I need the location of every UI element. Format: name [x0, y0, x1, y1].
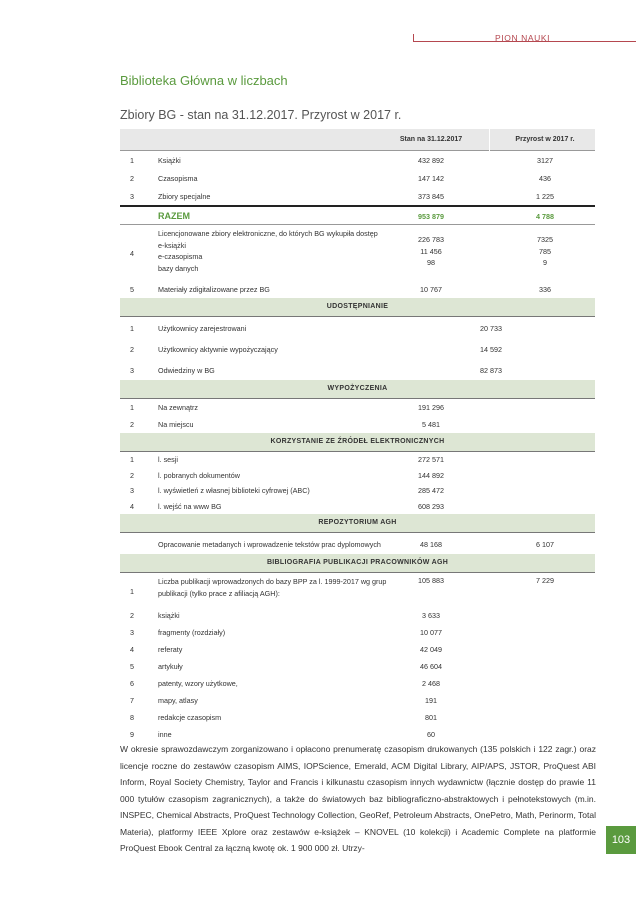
value: 785 — [539, 246, 551, 256]
row-value: 14 592 — [480, 345, 502, 354]
licensed-row — [120, 225, 595, 280]
row-number: 2 — [130, 470, 134, 480]
table-row — [120, 483, 595, 499]
row-przyrost: 6 107 — [536, 540, 554, 549]
table-caption: Zbiory BG - stan na 31.12.2017. Przyrost w 2017 r. — [120, 108, 402, 122]
row-stan: 105 883 — [418, 576, 444, 585]
row-label: Liczba publikacji wprowadzonych do bazy BPP za l. 1999-2017 wg grup publikacji (tylko prace z afiliacją AGH): — [158, 577, 387, 598]
total-label: RAZEM — [158, 211, 190, 221]
section-title: BIBLIOGRAFIA PUBLIKACJI PRACOWNIKÓW AGH — [266, 559, 449, 566]
table-row — [120, 709, 595, 726]
row-label: artykuły — [158, 662, 183, 671]
row-value: 285 472 — [418, 486, 444, 495]
row-label: Użytkownicy zarejestrowani — [158, 324, 247, 333]
row-number: 8 — [130, 713, 134, 722]
table-row — [120, 187, 595, 205]
row-value: 272 571 — [418, 455, 444, 464]
section-title: WYPOŻYCZENIA — [327, 385, 388, 392]
row-number: 2 — [130, 174, 134, 183]
section-header-wypozyczenia — [120, 380, 595, 399]
row-value: 3 633 — [422, 611, 440, 620]
sub-label: e-czasopisma — [158, 252, 203, 261]
header-section-label: PION NAUKI — [495, 33, 551, 43]
row-label: Książki — [158, 156, 181, 165]
table-row — [120, 658, 595, 675]
section-header-repozytorium — [120, 514, 595, 533]
row-przyrost: 3127 — [537, 156, 553, 165]
table-row — [120, 399, 595, 416]
value: 7325 — [537, 235, 553, 244]
row-number: 5 — [130, 285, 134, 294]
column-separator — [489, 129, 490, 151]
row-number: 3 — [130, 192, 134, 201]
page-title: Biblioteka Główna w liczbach — [120, 73, 288, 88]
row-value: 46 604 — [420, 662, 442, 671]
row-value: 5 481 — [422, 420, 440, 429]
section-title: UDOSTĘPNIANIE — [326, 303, 389, 310]
row-stan: 10 767 — [420, 285, 442, 294]
section-header-zrodla-elektroniczne — [120, 433, 595, 452]
row-przyrost: 436 — [539, 174, 551, 183]
row-label: Na zewnątrz — [158, 403, 198, 412]
section-title: REPOZYTORIUM AGH — [318, 519, 397, 526]
row-number: 3 — [130, 366, 134, 375]
row-label: fragmenty (rozdziały) — [158, 628, 226, 637]
row-label: Użytkownicy aktywnie wypożyczający — [158, 345, 278, 354]
row-label: l. wejść na www BG — [158, 501, 222, 511]
row-label — [158, 228, 378, 274]
row-number: 4 — [130, 249, 134, 258]
row-value: 42 049 — [420, 645, 442, 654]
table-row — [120, 573, 595, 607]
value: 98 — [427, 258, 435, 267]
row-label: Materiały zdigitalizowane przez BG — [158, 285, 270, 294]
row-label: mapy, atlasy — [158, 696, 198, 705]
sub-label: e-książki — [158, 240, 186, 250]
row-number: 1 — [130, 324, 134, 333]
row-label: Zbiory specjalne — [158, 192, 211, 201]
row-value: 608 293 — [418, 501, 444, 511]
row-label: redakcje czasopism — [158, 713, 222, 722]
row-przyrost — [500, 234, 590, 269]
table-row — [120, 499, 595, 515]
table-row — [120, 359, 595, 380]
table-row — [120, 169, 595, 187]
row-value: 801 — [425, 713, 437, 722]
table-row — [120, 452, 595, 468]
row-value: 60 — [427, 730, 435, 739]
row-label: patenty, wzory użytkowe, — [158, 679, 238, 688]
row-number: 3 — [130, 486, 134, 495]
row-label: Na miejscu — [158, 420, 194, 429]
row-value: 2 468 — [422, 679, 440, 688]
table-row — [120, 468, 595, 484]
section-header-bibliografia — [120, 554, 595, 573]
statistics-table — [120, 129, 595, 743]
row-stan: 432 892 — [418, 156, 444, 165]
licensed-label: Licencjonowane zbiory elektroniczne, do których BG wykupiła dostęp — [158, 229, 378, 238]
row-stan: 373 845 — [418, 192, 444, 201]
row-label: książki — [158, 611, 180, 620]
table-row — [120, 607, 595, 624]
total-przyrost: 4 788 — [536, 212, 554, 221]
table-row — [120, 280, 595, 298]
table-row — [120, 624, 595, 641]
row-value: 82 873 — [480, 366, 502, 375]
row-label: l. sesji — [158, 455, 178, 464]
row-stan: 147 142 — [418, 174, 444, 183]
row-label: Odwiedziny w BG — [158, 366, 215, 375]
total-row — [120, 205, 595, 225]
table-row — [120, 533, 595, 554]
row-label: referaty — [158, 645, 183, 654]
row-number: 7 — [130, 696, 134, 705]
row-value: 144 892 — [418, 470, 444, 480]
sub-label: bazy danych — [158, 263, 199, 273]
table-row — [120, 641, 595, 658]
row-number: 2 — [130, 345, 134, 354]
row-value: 20 733 — [480, 324, 502, 333]
table-header — [120, 129, 595, 151]
table-row — [120, 338, 595, 359]
row-number: 3 — [130, 628, 134, 637]
value: 226 783 — [418, 235, 444, 244]
value: 11 456 — [420, 246, 442, 256]
column-header-przyrost: Przyrost w 2017 r. — [515, 136, 575, 143]
column-header-stan: Stan na 31.12.2017 — [399, 136, 463, 143]
section-header-udostepnianie — [120, 298, 595, 317]
row-number: 2 — [130, 420, 134, 429]
row-przyrost: 7 229 — [536, 576, 554, 585]
row-value: 191 296 — [418, 403, 444, 412]
row-number: 6 — [130, 679, 134, 688]
table-row — [120, 416, 595, 433]
total-stan: 953 879 — [418, 212, 444, 221]
row-przyrost: 336 — [539, 285, 551, 294]
body-paragraph: W okresie sprawozdawczym zorganizowano i opłacono prenumeratę czasopism drukowanych (135 polskich i 122 zagr.) oraz licencje roczne do zestawów czasopism AIMS, IOPScience, Emerald, ACM Digital Library, AIP/APS, JSTOR, ProQuest ABI Inform, Royal Society Chemistry, Taylor and Francis i kilkunastu czasopism innych wydawnictw (łącznie dostęp do prawie 11 000 tytułów czasopism zagranicznych), a także do światowych baz bibliograficzno-abstraktowych i pełnotekstowych (m.in. INSPEC, Chemical Abstracts, ProQuest Technology Collection, GeoRef, Petroleum Abstracts, OnePetro, Math, Perinorm, Total Materia), platformy IEEE Xplore oraz zestawów e-książek – KNOVEL (10 kolekcji) i Academic Complete na platformie ProQuest Ebook Central za łączną kwotę ok. 1 900 000 zł. Utrzy- — [120, 744, 596, 853]
row-number: 2 — [130, 611, 134, 620]
value: 9 — [543, 258, 547, 267]
row-label: l. wyświetleń z własnej biblioteki cyfrowej (ABC) — [158, 486, 310, 495]
table-row — [120, 151, 595, 169]
row-value: 10 077 — [420, 628, 442, 637]
row-number: 4 — [130, 501, 134, 511]
row-label: inne — [158, 730, 172, 739]
row-number: 1 — [130, 587, 134, 596]
row-number: 1 — [130, 403, 134, 412]
page-number-badge: 103 — [606, 826, 636, 854]
table-row — [120, 692, 595, 709]
row-przyrost: 1 225 — [536, 192, 554, 201]
row-number: 1 — [130, 156, 134, 165]
row-stan — [386, 234, 476, 269]
row-number: 5 — [130, 662, 134, 671]
table-row — [120, 317, 595, 338]
row-label: Opracowanie metadanych i wprowadzenie tekstów prac dyplomowych — [158, 540, 381, 549]
row-value: 191 — [425, 696, 437, 705]
row-number: 4 — [130, 645, 134, 654]
section-title: KORZYSTANIE ZE ŹRÓDEŁ ELEKTRONICZNYCH — [270, 438, 445, 445]
row-number: 9 — [130, 730, 134, 739]
row-stan: 48 168 — [420, 540, 442, 549]
row-number: 1 — [130, 455, 134, 464]
table-row — [120, 675, 595, 692]
row-label: l. pobranych dokumentów — [158, 470, 240, 480]
row-label: Czasopisma — [158, 174, 198, 183]
